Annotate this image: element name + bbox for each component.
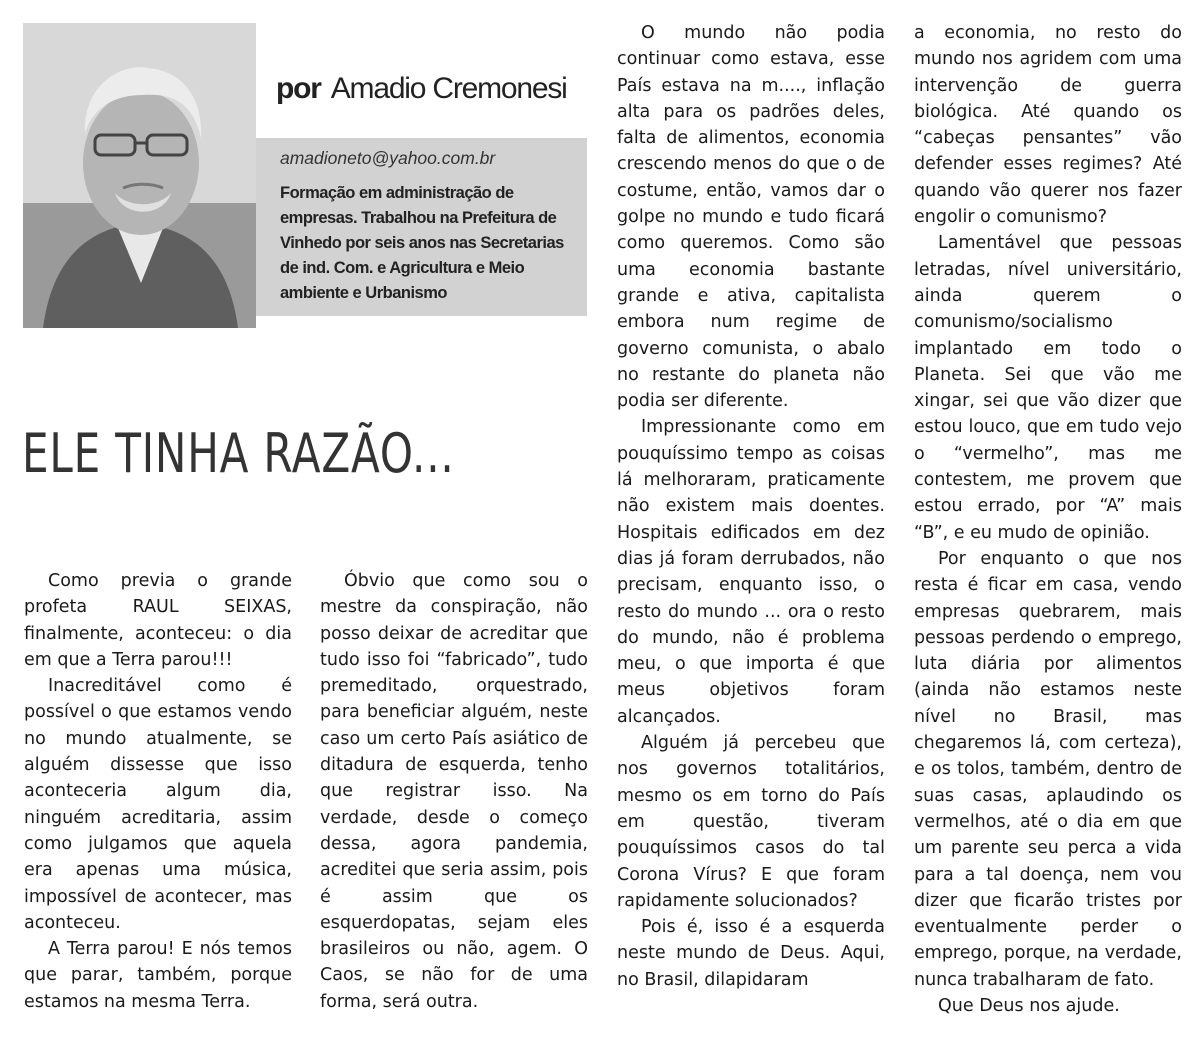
paragraph: Alguém já percebeu que nos governos totalitários, mesmo os em torno do País em questão, tiveram pouquíssimos casos do tal Corona Vírus? E que foram rapidamente solucionados? bbox=[617, 733, 885, 911]
paragraph: A Terra parou! E nós temos que parar, também, porque estamos na mesma Terra. bbox=[24, 939, 292, 1012]
author-portrait-illustration bbox=[23, 23, 256, 328]
paragraph: O mundo não podia continuar como estava, esse País estava na m...., inflação alta para os padrões deles, falta de alimentos, economia crescendo menos do que o de costume, então, vamos dar o golpe no mundo e tudo ficará como queremos. Como são uma economia bastante grande e ativa, capitalista embora num regime de governo comunista, o abalo no restante do planeta não podia ser diferente. bbox=[617, 23, 885, 412]
paragraph: Como previa o grande profeta RAUL SEIXAS, finalmente, aconteceu: o dia em que a Terra parou!!! bbox=[24, 571, 292, 670]
author-email: amadioneto@yahoo.com.br bbox=[280, 148, 496, 168]
author-name: Amadio Cremonesi bbox=[330, 72, 567, 105]
paragraph-continuation: a economia, no resto do mundo nos agridem com uma intervenção de guerra biológica. Até quando os “cabeças pensantes” vão defender esses regimes? Até quando vão querer nos fazer engolir o comunismo? bbox=[914, 23, 1182, 228]
article-column-2 bbox=[320, 568, 588, 1015]
article-column-4 bbox=[914, 20, 1182, 1019]
paragraph: Impressionante como em pouquíssimo tempo as coisas lá melhoraram, praticamente não existem mais doentes. Hospitais edificados em dez dias já foram derrubados, não precisam, enquanto isso, o resto do mundo ... ora o resto do mundo, não é problema meu, o que importa é que meus objetivos foram alcançados. bbox=[617, 417, 885, 727]
paragraph: Pois é, isso é a esquerda neste mundo de Deus. Aqui, no Brasil, dilapidaram bbox=[617, 917, 885, 990]
paragraph: Óbvio que como sou o mestre da conspiração, não posso deixar de acreditar que tudo isso foi “fabricado”, tudo premeditado, orquestrado, para beneficiar alguém, neste caso um certo País asiático de ditadura de esquerda, tenho que registrar isso. Na verdade, desde o começo dessa, agora pandemia, acreditei que seria assim, pois é assim que os esquerdopatas, sejam eles brasileiros ou não, agem. O Caos, se não for de uma forma, será outra. bbox=[320, 571, 588, 1012]
paragraph: Que Deus nos ajude. bbox=[938, 995, 1120, 1016]
author-photo bbox=[23, 23, 256, 328]
article-column-1 bbox=[24, 568, 292, 1015]
paragraph: Lamentável que pessoas letradas, nível universitário, ainda querem o comunismo/socialismo implantado em todo o Planeta. Sei que vão me xingar, sei que vão dizer que estou louco, que em tudo vejo o “vermelho”, mas me contestem, me provem que estou errado, por “A” mais “B”, e eu mudo de opinião. bbox=[914, 233, 1182, 543]
paragraph: Por enquanto o que nos resta é ficar em casa, vendo empresas quebrarem, mais pessoas perdendo o emprego, luta diária por alimentos (ainda não estamos neste nível no Brasil, mas chegaremos lá, com certeza), e os tolos, também, dentro de suas casas, aplaudindo os vermelhos, até o dia em que um parente seu perca a vida para a tal doença, nem vou dizer que ficarão tristes por eventualmente perder o emprego, porque, na verdade, nunca trabalharam de fato. bbox=[914, 548, 1182, 990]
author-byline bbox=[276, 72, 567, 106]
article-title: ELE TINHA RAZÃO... bbox=[22, 422, 455, 485]
author-bio: Formação em administração de empresas. Trabalhou na Prefeitura de Vinhedo por seis anos nas Secretarias de ind. Com. e Agricultura e Meio ambiente e Urbanismo bbox=[280, 184, 564, 302]
paragraph: Inacreditável como é possível o que estamos vendo no mundo atualmente, se alguém dissesse que isso aconteceria algum dia, ninguém acreditaria, assim como julgamos que aquela era apenas uma música, impossível de acontecer, mas aconteceu. bbox=[24, 676, 292, 933]
author-bio-box bbox=[256, 138, 587, 316]
article-column-3 bbox=[617, 20, 885, 993]
byline-prefix: por bbox=[276, 72, 321, 105]
